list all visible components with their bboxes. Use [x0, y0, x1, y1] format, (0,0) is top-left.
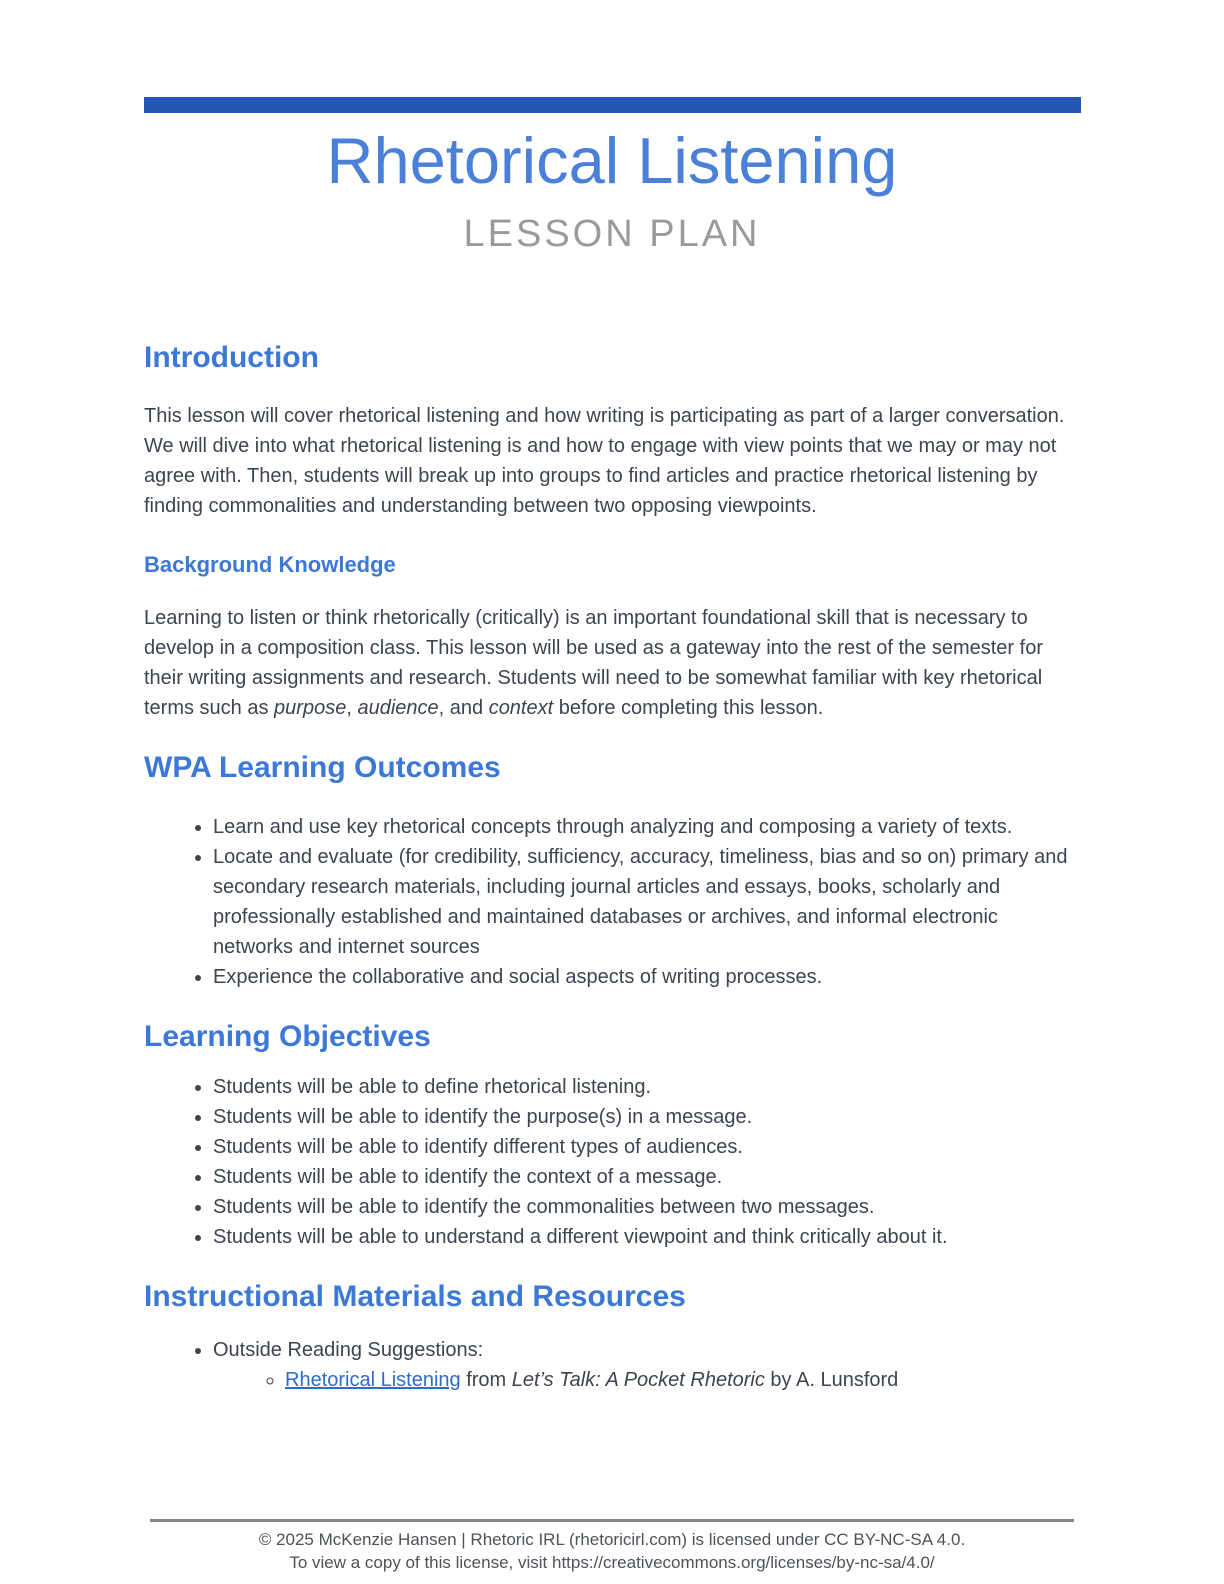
list-item: • Students will be able to define rhetorical listening.: [213, 1072, 1080, 1102]
materials-bullet-label: Outside Reading Suggestions:: [213, 1339, 484, 1361]
term-purpose: purpose: [274, 696, 347, 719]
footer-license-url-line: To view a copy of this license, visit https://creativecommons.org/licenses/by-nc-sa/4.0/: [289, 1553, 935, 1572]
heading-background-knowledge: Background Knowledge: [144, 551, 396, 577]
document-body: [144, 0, 1080, 1395]
background-text-1: Learning to listen or think rhetorically (critically) is an important foundational skill that is necessary to develop in a composition class. This lesson will be used as a gateway into the rest of the semester for their writing assignments and research. Students will need to be somewhat familiar with key rhetorical terms such as: [144, 606, 1043, 719]
background-sep-2: , and: [438, 696, 489, 719]
footer-license-line: © 2025 McKenzie Hansen | Rhetoric IRL (rhetoricirl.com) is licensed under CC BY-NC-SA 4.0.: [258, 1530, 966, 1549]
list-item: • Students will be able to identify the commonalities between two messages.: [213, 1192, 1080, 1222]
list-item: [285, 1365, 1080, 1395]
materials-list: [144, 1335, 1080, 1395]
footer-divider: [150, 1519, 1074, 1522]
list-item: • Students will be able to identify the context of a message.: [213, 1162, 1080, 1192]
term-audience: audience: [357, 696, 439, 719]
sub-item-tail-text: by A. Lunsford: [764, 1369, 899, 1391]
list-item: • Locate and evaluate (for credibility, sufficiency, accuracy, timeliness, bias and so on) primary and secondary research materials, including journal articles and essays, books, scholarly and professionally established and maintained databases or archives, and informal electronic networks and internet sources: [213, 842, 1080, 962]
learning-objectives-list: [144, 1072, 1080, 1252]
footer: [144, 1528, 1080, 1574]
page-title: Rhetorical Listening: [326, 124, 898, 197]
wpa-outcomes-list: [144, 812, 1080, 992]
heading-introduction: Introduction: [144, 341, 319, 374]
heading-instructional-materials: Instructional Materials and Resources: [144, 1279, 686, 1313]
sub-item-mid-text: from: [460, 1369, 512, 1391]
list-item: • Students will be able to understand a different viewpoint and think critically about it.: [213, 1222, 1080, 1252]
rhetorical-listening-link[interactable]: Rhetorical Listening: [285, 1369, 461, 1391]
materials-sub-list: [213, 1365, 1080, 1395]
background-sep-1: ,: [346, 696, 358, 719]
list-item: • Students will be able to identify different types of audiences.: [213, 1132, 1080, 1162]
page-subtitle: LESSON PLAN: [463, 213, 761, 255]
list-item: • Learn and use key rhetorical concepts through analyzing and composing a variety of texts.: [213, 812, 1080, 842]
list-item: • Experience the collaborative and social aspects of writing processes.: [213, 962, 1080, 992]
list-item: • Students will be able to identify the purpose(s) in a message.: [213, 1102, 1080, 1132]
introduction-paragraph: This lesson will cover rhetorical listening and how writing is participating as part of a larger conversation. We will dive into what rhetorical listening is and how to engage with view points that we may or may not agree with. Then, students will break up into groups to find articles and practice rhetorical listening by finding commonalities and understanding between two opposing viewpoints.: [144, 404, 1065, 517]
term-context: context: [488, 696, 554, 719]
list-item: [213, 1335, 1080, 1395]
heading-learning-objectives: Learning Objectives: [144, 1020, 431, 1053]
background-text-2: before completing this lesson.: [553, 696, 824, 719]
background-paragraph: [144, 603, 1080, 723]
book-title: Let’s Talk: A Pocket Rhetoric: [511, 1369, 765, 1391]
heading-wpa-learning-outcomes: WPA Learning Outcomes: [144, 750, 501, 784]
